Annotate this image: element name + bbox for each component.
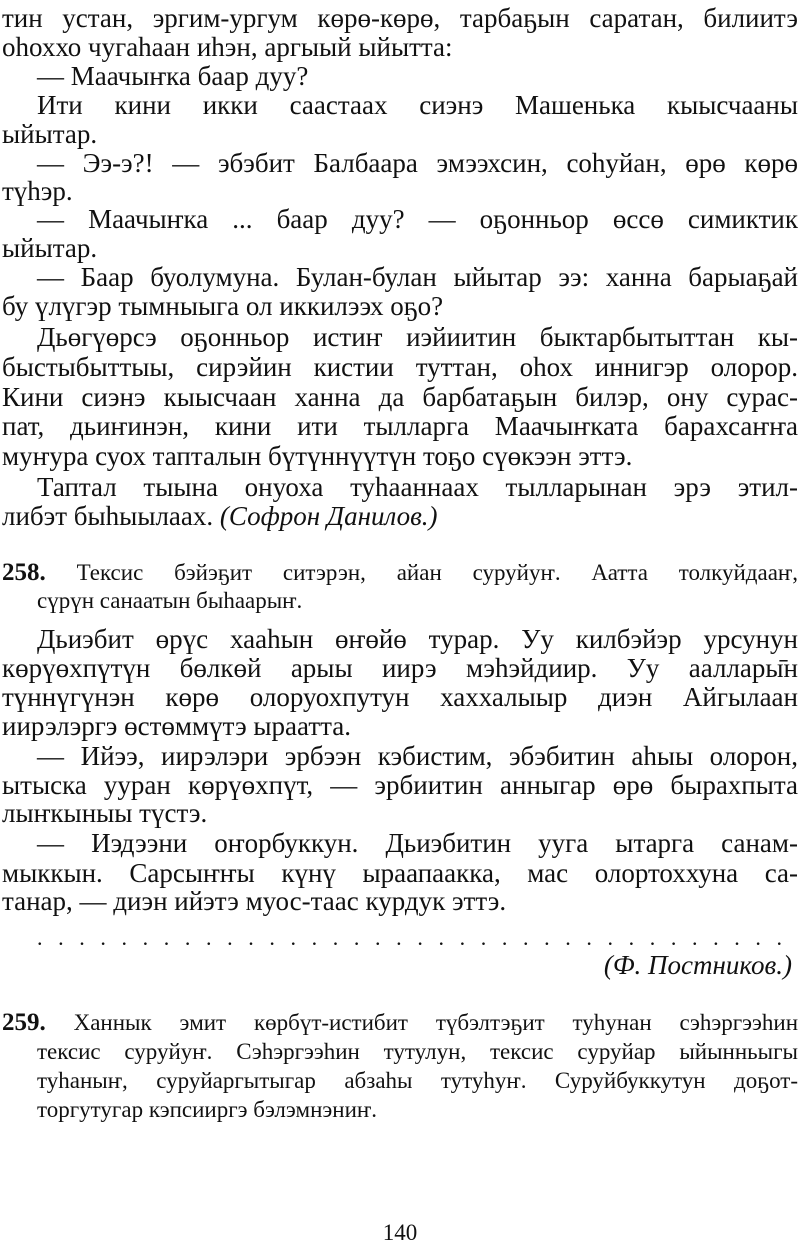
text-line: Таптал тыына онуоха туһааннаах тылларынан эрэ этил-	[37, 472, 798, 502]
text-line: Ити кини икки саастаах сиэнэ Машенька кыысчааны	[37, 90, 798, 120]
dialogue-line: — Маачыҥка баар дуу?	[37, 61, 309, 91]
text-line	[2, 501, 798, 531]
dialogue-line: — Иэдээни оҥорбуккун. Дьиэбитин ууга ытарга санам-	[37, 828, 798, 858]
text-line: көрүөхпүтүн бөлкөй арыы иирэ мэһэйдиир. Уу ааллары̄н	[2, 653, 798, 683]
text-line: бу үлүгэр тымныыга ол иккилээх оҕо?	[2, 291, 444, 321]
exercise-text: тексис суруйуҥ. Сэһэргээһин тутулун, тексис суруйар ыйынньыгы	[37, 1039, 798, 1064]
exercise-number: 259.	[2, 1009, 46, 1036]
ellipsis-divider: . . . . . . . . . . . . . . . . . . . . . . . . . . . . . . . . . . . .	[37, 925, 782, 950]
page-number: 140	[382, 1220, 418, 1245]
author-attribution: (Ф. Постников.)	[603, 950, 792, 980]
text-line: ыйытар.	[2, 119, 98, 149]
dialogue-line: — Ийээ, иирэлэри эрбээн кэбистим, эбэбитин аһыы олорон,	[37, 741, 798, 771]
dialogue-line: — Баар буолумуна. Булан-булан ыйытар ээ: ханна барыаҕай	[37, 262, 798, 292]
exercise-text: сүрүн санаатын быһаарыҥ.	[37, 588, 303, 613]
dialogue-line: — Ээ-э?! — эбэбит Балбаара эмээхсин, соһуйан, өрө көрө	[37, 148, 798, 178]
exercise-text: туһаныҥ, суруйаргытыгар абзаһы тутуһуҥ. Суруйбуккутун доҕот-	[37, 1068, 798, 1093]
exercise-text: Ханнык эмит көрбүт-истибит түбэлтэҕит туһунан сэһэргээһин	[73, 1010, 799, 1035]
text-line: быстыбыттыы, сирэйин кистии туттан, оһох иннигэр олорор.	[2, 352, 798, 382]
author-attribution: (Софрон Данилов.)	[219, 501, 438, 531]
text-line: Дьөгүөрсэ оҕонньор истиҥ иэйиитин быктарбытыттан кы-	[37, 322, 798, 352]
dialogue-line: — Маачыҥка ... баар дуу? — оҕонньор өссө симиктик	[37, 204, 798, 234]
text-line: түннүгүнэн көрө олоруохпутун хаххалыыр диэн Айгылаан	[2, 682, 798, 712]
text-line: Кини сиэнэ кыысчаан ханна да барбатаҕын билэр, ону сурас-	[2, 382, 798, 412]
exercise-259	[2, 1008, 798, 1038]
exercise-text: Тексис бэйэҕит ситэрэн, айан суруйуҥ. Аатта толкуйдааҥ,	[76, 560, 798, 585]
text-line: лыҥкыныы түстэ.	[2, 798, 208, 828]
text-line: Дьиэбит өрүс хааһын өҥөйө турар. Уу килбэйэр урсунун	[37, 624, 798, 654]
text-line-end: либэт быһыылаах.	[2, 501, 214, 531]
text-line: ыйытар.	[2, 233, 98, 263]
text-line: түһэр.	[2, 176, 73, 206]
text-line: иирэлэргэ өстөммүтэ ыраатта.	[2, 711, 351, 741]
text-line: тин устан, эргим-ургум көрө-көрө, тарбаҕын саратан, билиитэ	[2, 3, 798, 33]
text-line: муҥура суох тапталын бүтүннүүтүн тоҕо сүөкээн эттэ.	[2, 441, 633, 471]
text-line: ытыска ууран көрүөхпүт, — эрбиитин анныгар өрө быраxпыта	[2, 770, 798, 800]
exercise-258	[2, 558, 798, 588]
text-line: мыккын. Сарсыҥҥы күнү ыраапаакка, мас олортоххуна са-	[2, 858, 798, 888]
exercise-text: торгутугар кэпсииргэ бэлэмнэниҥ.	[37, 1097, 377, 1122]
text-line: оһоххо чугаһаан иһэн, аргыый ыйытта:	[2, 32, 453, 62]
text-line: пат, дьиҥинэн, кини ити тылларга Маачыҥката барахсаҥҥа	[2, 411, 798, 441]
exercise-number: 258.	[2, 559, 46, 586]
text-line: танар, — диэн ийэтэ муос-таас курдук эттэ.	[2, 886, 507, 916]
